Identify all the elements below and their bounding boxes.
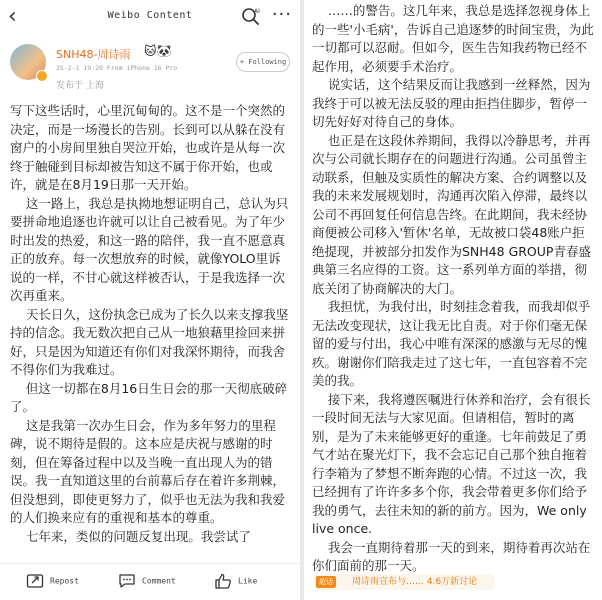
post-paragraph: 说实话，这个结果反而让我感到一丝释然，因为我终于可以被无法反驳的理由拒挡住脚步，暂停一切先好好对待自己的身体。 xyxy=(312,77,591,129)
post-paragraph: 七年来，类似的问题反复出现。我尝试了 xyxy=(10,528,251,544)
topic-card[interactable] xyxy=(314,574,494,590)
comment-label: Comment xyxy=(142,576,176,586)
post-paragraph: 我担忧，为我付出，时刻挂念着我，而我却似乎无法改变现状，这让我无比自责。对于你们毫无保留的爱与付出，我心中唯有深深的感激与无尽的愧疚。谢谢你们陪我走过了这七年，一直包容着不完美的我。 xyxy=(312,299,591,388)
post-paragraph: 但这一切都在8月16日生日会的那一天彻底破碎了。 xyxy=(10,380,288,414)
topic-tag: 超话 xyxy=(316,576,336,588)
verified-badge-icon xyxy=(36,70,48,82)
post-body-continued xyxy=(312,2,596,576)
ai-search-icon[interactable] xyxy=(240,6,262,28)
post-paragraph: 我会一直期待着那一天的到来，期待着再次站在你们面前的那一天。 xyxy=(312,539,591,573)
following-button[interactable]: + Following xyxy=(236,52,290,72)
post-body xyxy=(10,102,292,546)
post-paragraph: ……的警告。这几年来，我总是选择忽视身体上的一些'小毛病'，告诉自己追逐梦的时间宝贵，为此一切都可以忍耐。但如今，医生告知我药物已经不起作用，必须要手术治疗。 xyxy=(312,3,594,74)
user-badges: 🐱🐼 xyxy=(144,44,172,58)
more-options-icon[interactable]: ··· xyxy=(271,4,292,25)
weibo-post-page-left xyxy=(0,0,300,600)
weibo-post-page-right xyxy=(304,0,602,600)
top-bar xyxy=(0,0,300,36)
comment-icon xyxy=(118,573,136,589)
thumbs-up-icon xyxy=(214,573,232,589)
post-paragraph: 这一路上，我总是执拗地想证明自己，总认为只要拼命地追逐也许就可以让自己被看见。为了年少时出发的热爱，和这一路的陪伴，我一直不愿意真正的放弃。每一次想放弃的时候，就像YOLO里诉说的一样，不甘心就这样被否认，于是我选择一次次再重来。 xyxy=(10,195,289,303)
username[interactable]: SNH48-周诗雨 xyxy=(56,48,131,61)
like-button[interactable] xyxy=(214,573,257,589)
author-profile xyxy=(10,42,290,98)
topic-text: 周诗雨宣布与…… 4.6万新讨论 xyxy=(352,577,478,587)
post-paragraph: 写下这些话时，心里沉甸甸的。这不是一个突然的决定，而是一场漫长的告别。长到可以从躲在没有窗户的小房间里独自哭泣开始，也或许是从每一次终于触碰到目标却被告知这不属于你开始，也或许，就是在8月19日那一天开始。 xyxy=(10,103,286,192)
repost-label: Repost xyxy=(50,576,79,586)
post-paragraph: 接下来，我将遵医嘱进行休养和治疗，会有很长一段时间无法与大家见面。但请相信，暂时的离别，是为了未来能够更好的重逢。七年前鼓足了勇气才站在聚光灯下，我不会忘记自己那个独自拖着行李箱为了梦想不断奔跑的心情。不过这一次，我已经拥有了许许多多个你，我会带着更多你们给予我的勇气，去往未知的新的前方。因为，We only live once. xyxy=(312,391,591,536)
svg-text:AI: AI xyxy=(254,8,260,15)
post-paragraph: 也正是在这段休养期间，我得以冷静思考，并再次与公司就长期存在的问题进行沟通。公司虽曾主动联系，但触及实质性的解决方案、合约调整以及我的未来发展规划时，沟通再次陷入停滞，最终以公司不再回复任何信息告终。在此期间，我未经协商便被公司移入'暂休'名单，无故被口袋48账户拒绝提现，并被部分扣发作为SNH48 GROUP青春盛典第三名应得的工资。这一系列单方面的举措，彻底关闭了协商解决的大门。 xyxy=(312,132,591,296)
page-title: Weibo Content xyxy=(107,10,193,21)
back-arrow-icon[interactable]: ‹ xyxy=(8,4,17,29)
post-paragraph: 这是我第一次办生日会，作为多年努力的里程碑，说不期待是假的。这本应是庆祝与感谢的时刻，但在筹备过程中以及当晚一直出现人为的错误。我一直知道这里的台前幕后存在着许多荆棘，但没想到，即使更努力了，似乎也无法为我和我爱的人们换来应有的重视和基本的尊重。 xyxy=(10,417,286,525)
like-label: Like xyxy=(238,576,258,586)
post-paragraph: 天长日久，这份执念已成为了长久以来支撑我坚持的信念。我无数次把自己从一地狼藉里捡回来拼好，只是因为知道还有你们对我深怀期待，而我舍不得你们为我难过。 xyxy=(10,306,289,377)
post-location: 发布于 上海 xyxy=(56,81,104,91)
comment-button[interactable] xyxy=(118,573,176,589)
post-meta: 25-2-1 19:20 From iPhone 16 Pro xyxy=(56,64,178,72)
action-bar xyxy=(0,563,300,600)
repost-icon xyxy=(26,573,44,589)
repost-button[interactable] xyxy=(26,573,79,589)
